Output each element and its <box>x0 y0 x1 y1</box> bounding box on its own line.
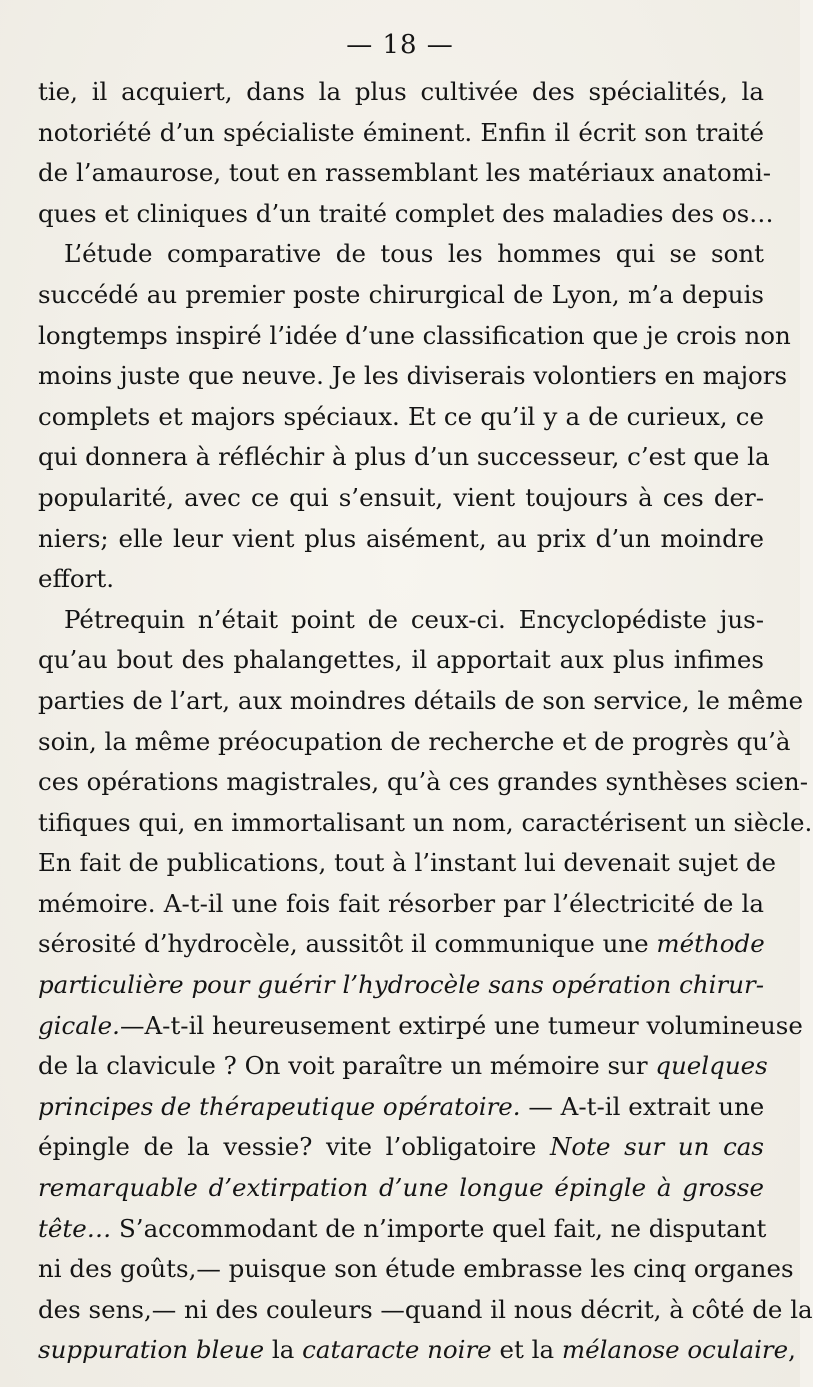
page-number: — 18 — <box>346 30 454 60</box>
italic-title: quelques <box>655 1051 768 1081</box>
text-line <box>38 72 764 113</box>
text-run: de l’amaurose, tout en rassemblant les matériaux anatomi- <box>38 158 772 188</box>
text-line <box>38 1330 796 1371</box>
italic-title: cataracte noire <box>302 1335 492 1365</box>
italic-title: remarquable d’extirpation d’une longue épingle à grosse <box>38 1173 764 1203</box>
italic-title: mélanose oculaire <box>561 1335 789 1365</box>
italic-title: méthode <box>656 929 765 959</box>
italic-title: gicale. <box>38 1010 120 1040</box>
text-line <box>38 843 777 884</box>
body-text <box>38 72 813 1371</box>
text-line <box>38 803 813 844</box>
italic-title: suppuration bleue <box>38 1335 265 1365</box>
text-run: des sens,— ni des couleurs —quand il nous décrit, à côté de la <box>38 1294 813 1324</box>
text-line <box>38 600 764 641</box>
text-line <box>38 1127 764 1168</box>
text-run: la <box>264 1335 303 1365</box>
text-run: et la <box>491 1335 562 1365</box>
text-line <box>38 722 791 763</box>
text-run: L’étude comparative de tous les hommes qui se sont <box>64 239 764 269</box>
text-line <box>38 316 791 357</box>
text-run: ces opérations magistrales, qu’à ces grandes synthèses scien- <box>38 767 808 797</box>
text-run: succédé au premier poste chirurgical de Lyon, m’a depuis <box>38 279 764 309</box>
text-line <box>38 1006 803 1047</box>
text-run: ni des goûts,— puisque son étude embrasse les cinq organes <box>38 1254 794 1284</box>
text-run: qu’au bout des phalangettes, il apportait aux plus infimes <box>38 645 764 675</box>
text-line <box>38 275 764 316</box>
text-run: Pétrequin n’était point de ceux-ci. Encyclopédiste jus- <box>64 604 764 634</box>
text-line <box>38 356 788 397</box>
text-line <box>38 153 772 194</box>
text-line <box>38 1209 767 1250</box>
text-run: popularité, avec ce qui s’ensuit, vient toujours à ces der- <box>38 482 764 512</box>
text-run: notoriété d’un spécialiste éminent. Enfin il écrit son traité <box>38 117 764 147</box>
italic-title: Note sur un cas <box>549 1132 764 1162</box>
text-run: épingle de la vessie? vite l’obligatoire <box>38 1132 550 1162</box>
text-run: tifiques qui, en immortalisant un nom, caractérisent un siècle. <box>38 807 813 837</box>
text-run: S’accommodant de n’importe quel fait, ne disputant <box>111 1213 767 1243</box>
text-line <box>38 397 764 438</box>
text-line <box>38 478 764 519</box>
text-run: mémoire. A-t-il une fois fait résorber par l’électricité de la <box>38 888 764 918</box>
text-run: En fait de publications, tout à l’instant lui devenait sujet de <box>38 848 777 878</box>
text-line <box>38 1249 794 1290</box>
text-line <box>38 437 770 478</box>
text-run: —A-t-il heureusement extirpé une tumeur volumineuse <box>119 1010 803 1040</box>
text-run: , <box>788 1335 796 1365</box>
text-line <box>38 234 764 275</box>
italic-title: particulière pour guérir l’hydrocèle sans opération chirur- <box>38 970 764 1000</box>
text-run: de la clavicule ? On voit paraître un mémoire sur <box>38 1051 656 1081</box>
text-line <box>38 1087 764 1128</box>
text-run: ques et cliniques d’un traité complet des maladies des os… <box>38 198 774 228</box>
text-run: tie, il acquiert, dans la plus cultivée des spécialités, la <box>38 77 764 106</box>
text-line <box>38 640 764 681</box>
text-line <box>38 681 804 722</box>
text-line <box>38 1168 764 1209</box>
text-line <box>38 519 764 560</box>
text-run: effort. <box>38 564 115 594</box>
text-line <box>38 1290 813 1331</box>
text-run: sérosité d’hydrocèle, aussitôt il communique une <box>38 929 657 959</box>
text-line <box>38 762 808 803</box>
text-line <box>38 924 764 965</box>
text-line <box>38 559 764 600</box>
text-run: soin, la même préocupation de recherche et de progrès qu’à <box>38 726 791 756</box>
text-run: complets et majors spéciaux. Et ce qu’il y a de curieux, ce <box>38 401 764 431</box>
text-run: moins juste que neuve. Je les diviserais volontiers en majors <box>38 361 788 391</box>
italic-title: tête… <box>38 1213 112 1243</box>
text-line <box>38 884 764 925</box>
text-run: qui donnera à réfléchir à plus d’un successeur, c’est que la <box>38 442 770 472</box>
text-run: — A-t-il extrait une <box>520 1091 765 1121</box>
text-line <box>38 1046 768 1087</box>
text-line <box>38 113 764 154</box>
text-line <box>38 965 764 1006</box>
text-run: longtemps inspiré l’idée d’une classification que je crois non <box>38 320 791 350</box>
text-run: parties de l’art, aux moindres détails de son service, le même <box>38 685 804 715</box>
text-run: niers; elle leur vient plus aisément, au prix d’un moindre <box>38 523 764 553</box>
italic-title: principes de thérapeutique opératoire. <box>38 1091 521 1121</box>
text-line <box>38 194 774 235</box>
